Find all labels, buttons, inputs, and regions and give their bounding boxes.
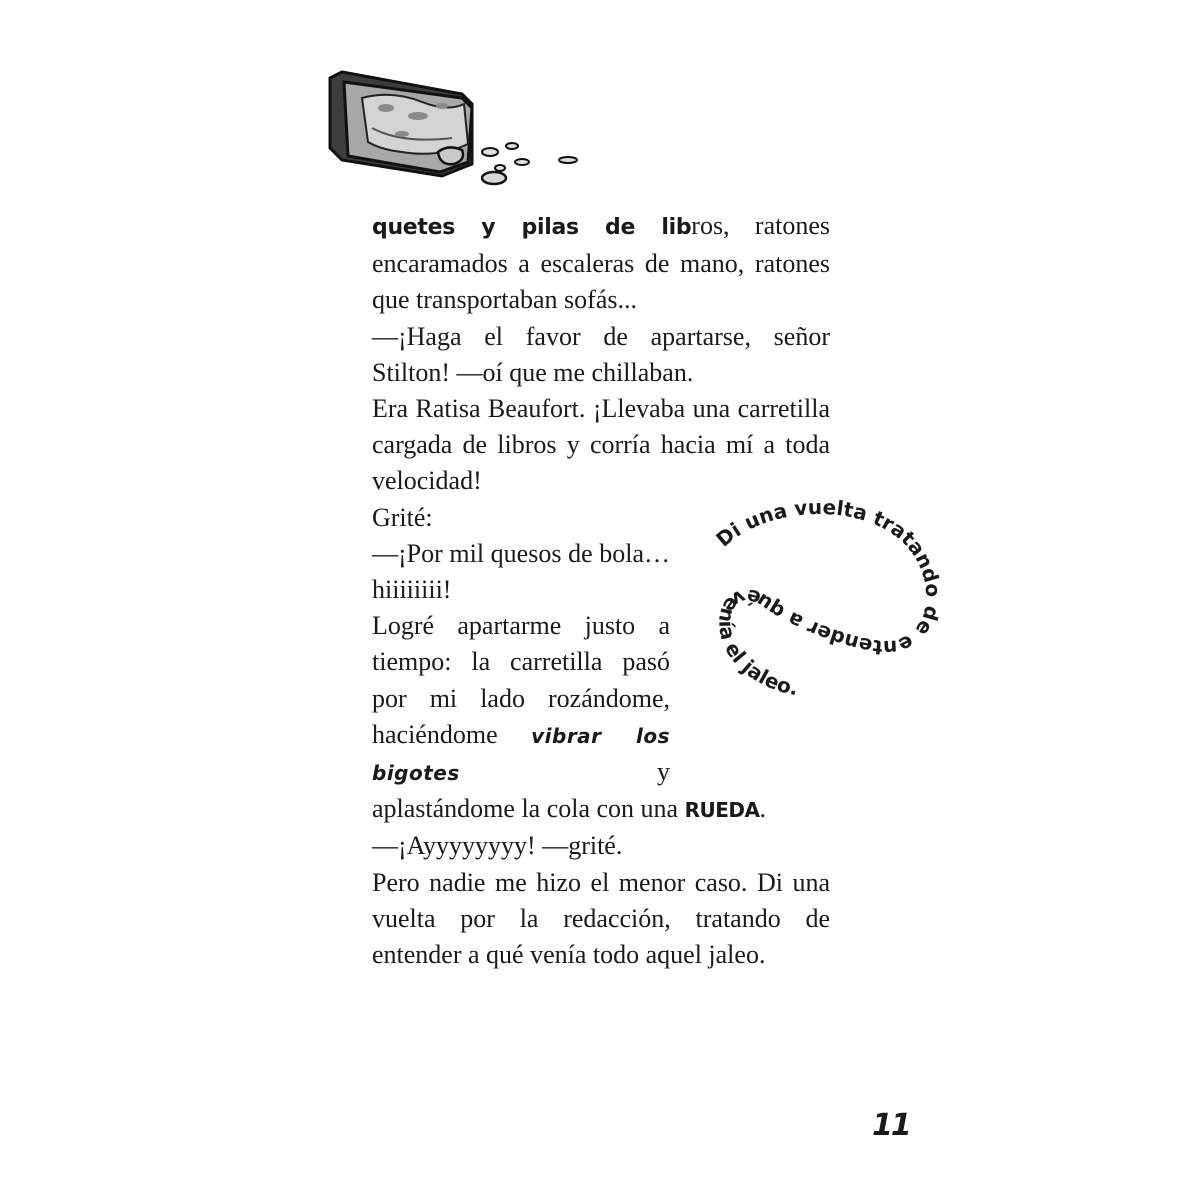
page-number: 11 (872, 1108, 910, 1143)
paragraph-6-end: . (759, 794, 766, 824)
paragraph-5: —¡Por mil quesos de bola… hiiiiiiii! (372, 538, 670, 605)
bold-lead-text: quetes y pilas de lib (372, 215, 692, 240)
paragraph-2: —¡Haga el favor de apartarse, señor Stilton! —oí que me chillaban. (372, 321, 830, 387)
paragraph-1 (372, 208, 830, 319)
paragraph-7: —¡Ayyyyyyyy! —grité. (372, 831, 623, 861)
paragraph-8: Pero nadie me hizo el menor caso. Di una vuelta por la redacción, tratando de entender a qué venía todo aquel jaleo. (372, 867, 830, 970)
spiral-text-graphic (700, 490, 960, 730)
paragraph-3: Era Ratisa Beaufort. ¡Llevaba una carretilla cargada de libros y corría hacia mí a toda velocidad! (372, 394, 830, 496)
paragraph-6-a: Logré apartarme justo a tiempo: la carretilla pasó por mi lado rozándome, haciéndome (372, 611, 670, 749)
spiral-text: Di una vuelta tratando de entender a qué venía el jaleo. (711, 494, 946, 701)
paragraph-6-c: aplastándome la cola con una (372, 794, 679, 824)
cheese-wedge-illustration (322, 68, 584, 193)
paragraph-1-rest: ros, ratones encaramados a escaleras de mano, ratones que transportaban sofás... (372, 211, 831, 315)
paragraph-6-b: y (657, 757, 670, 787)
rueda-text: RUEDA (684, 798, 760, 823)
vibrar-bigotes-text: vibrar los bigotes (372, 723, 670, 786)
paragraph-4: Grité: (372, 502, 433, 532)
